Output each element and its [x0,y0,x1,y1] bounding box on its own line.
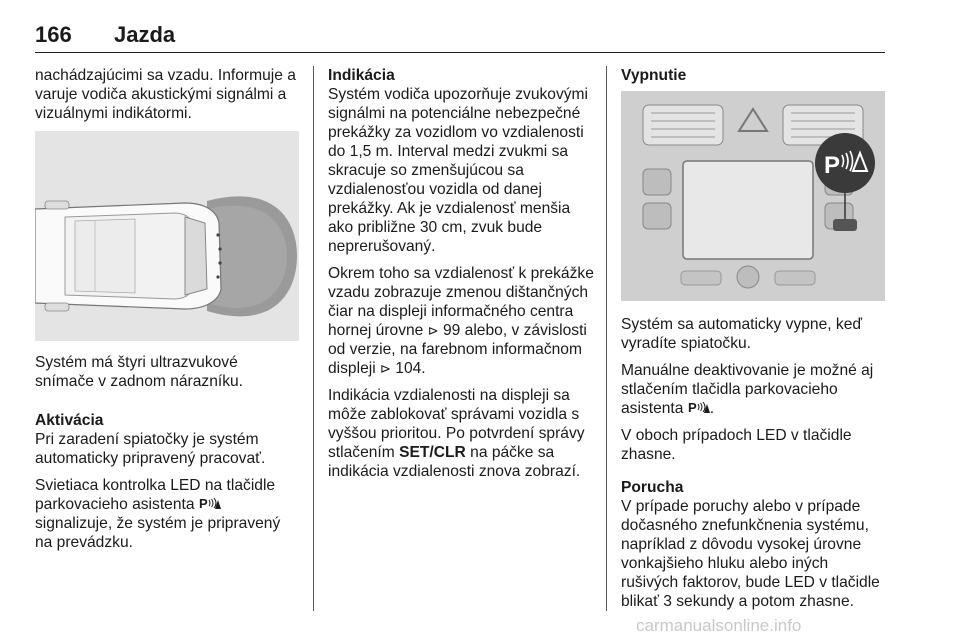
deactivation-text-2: Manuálne deaktivovanie je možné aj stlačením tlačidla parkovacieho asistenta P . [621,362,874,417]
column-divider [313,66,314,611]
parking-assist-icon [688,400,710,414]
deactivation-text-1: Systém sa automaticky vypne, keď vyradíte spiatočku. [621,316,862,352]
page-header [35,22,885,53]
dashboard-button-illustration [621,91,885,301]
svg-text:P: P [198,496,208,510]
deactivation-heading: Vypnutie [621,67,687,84]
indication-text-3 [328,386,596,481]
deactivation-text-2a: Manuálne deaktivovanie je možné aj stlačením tlačidla parkovacieho asistenta [621,362,874,417]
watermark: carmanualsonline.info [636,616,802,635]
indication-text-2 [328,264,596,378]
activation-text-1: Pri zaradení spiatočky je systém automaticky pripravený pracovať. [35,431,266,467]
indication-text-2b: alebo, v závislosti od verzie, na farebnom informačnom displeji [328,322,587,377]
column-2 [328,66,596,489]
column-3 [621,66,889,619]
indication-text-1: Systém vodiča upozorňuje zvukovými signálmi na potenciálne nebezpečné prekážky za vozidlom vo vzdialenosti do 1,5 m. Interval medzi zvukmi sa skracuje so zmenšujúcou sa vzdialenosťou vozidla od danej prekážky. Ak je vzdialenosť menšia ako približne 30 cm, zvuk bude neprerušovaný. [328,86,589,255]
fault-heading: Porucha [621,479,684,496]
indication-text-2a: Okrem toho sa vzdialenosť k prekážke vzadu zobrazuje zmenou dištančných čiar na displeji informačného centra hornej úrovne [328,265,594,339]
page-ref-arrow-icon: ⊳ [380,361,391,376]
page-ref-2[interactable]: 104. [395,360,426,377]
intro-text: nachádzajúcimi sa vzadu. Informuje a varuje vodiča akustickými signálmi a vizuálnymi indikátormi. [35,67,296,122]
section-title: Jazda [114,22,176,47]
page-number: 166 [35,22,72,47]
activation-heading: Aktivácia [35,412,104,429]
svg-text:P: P [687,400,697,414]
column-divider [606,66,607,611]
activation-text-2b: signalizuje, že systém je pripravený na prevádzku. [35,515,281,551]
activation-text-2 [35,476,300,552]
rear-sensor-illustration [35,131,299,341]
indication-text-3a: Indikácia vzdialenosti na displeji sa môže zablokovať správami vozidla s vyššou prioritou. Po potvrdení správy stlačením [328,387,585,461]
svg-text:P: P [824,152,841,179]
indication-text-3b: na páčke sa indikácia vzdialenosti znova zobrazí. [328,444,581,480]
fault-text: V prípade poruchy alebo v prípade dočasného znefunkčnenia systému, napríklad z dôvodu vysokej úrovne vonkajšieho hluku alebo iných rušivých faktorov, bude LED v tlačidle blikať 3 sekundy a potom zhasne. [621,498,880,610]
indication-heading: Indikácia [328,67,395,84]
column-1 [35,66,300,560]
sensors-text: Systém má štyri ultrazvukové snímače v zadnom nárazníku. [35,354,244,390]
parking-assist-icon [199,496,221,510]
page-ref-1[interactable]: 99 [442,322,461,339]
page-ref-arrow-icon: ⊳ [427,323,439,338]
activation-text-2a: Svietiaca kontrolka LED na tlačidle parkovacieho asistenta [35,477,276,513]
set-clr-label: SET/CLR [399,444,466,461]
deactivation-text-3: V oboch prípadoch LED v tlačidle zhasne. [621,427,852,463]
